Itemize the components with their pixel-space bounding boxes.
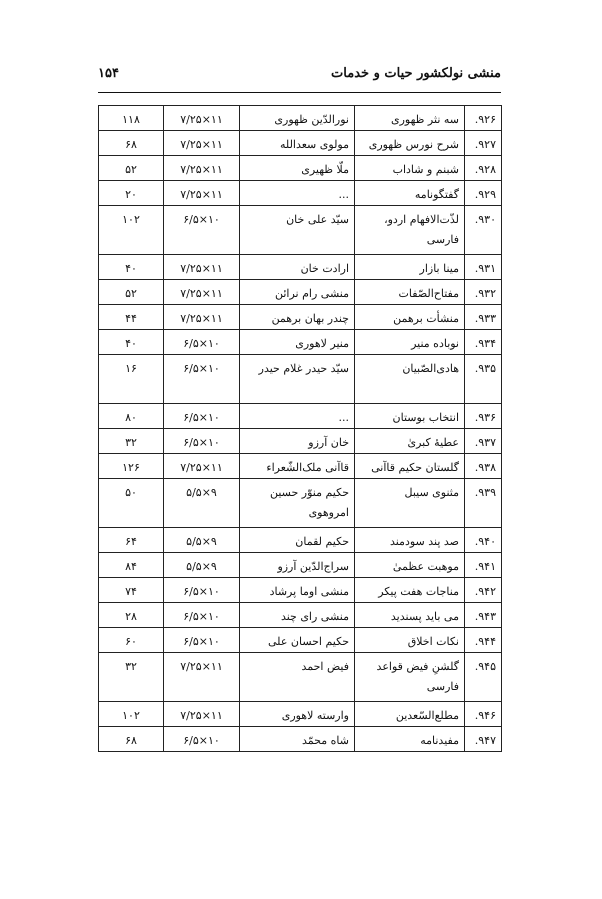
entry-number: ۹۲۶.	[465, 106, 502, 131]
table-row	[99, 578, 502, 603]
page-count: ۳۲	[99, 429, 164, 454]
page-count: ۵۲	[99, 156, 164, 181]
entry-number: ۹۳۵.	[465, 355, 502, 404]
author-name: حکیم لقمان	[240, 528, 355, 553]
entry-number: ۹۴۱.	[465, 553, 502, 578]
author-name: مولوی سعدالله	[240, 131, 355, 156]
author-name: ...	[240, 181, 355, 206]
entry-number: ۹۳۰.	[465, 206, 502, 255]
book-size: ۹×۵/۵	[164, 553, 240, 578]
entry-number: ۹۴۶.	[465, 702, 502, 727]
table-row	[99, 628, 502, 653]
book-size: ۱۱×۷/۲۵	[164, 156, 240, 181]
page-count: ۱۰۲	[99, 702, 164, 727]
page-count: ۱۰۲	[99, 206, 164, 255]
table-row	[99, 404, 502, 429]
book-size: ۹×۵/۵	[164, 528, 240, 553]
table-row	[99, 528, 502, 553]
author-name: وارسته لاهوری	[240, 702, 355, 727]
entry-number: ۹۳۱.	[465, 255, 502, 280]
page-count: ۱۲۶	[99, 454, 164, 479]
book-title: گلستان حکیم قاآنی	[355, 454, 465, 479]
book-title: مثنوی سیبل	[355, 479, 465, 528]
page-header	[98, 66, 501, 86]
author-name: سیّد علی خان	[240, 206, 355, 255]
entry-number: ۹۳۴.	[465, 330, 502, 355]
author-name: سیّد حیدر غلام حیدر	[240, 355, 355, 404]
page-count: ۳۲	[99, 653, 164, 702]
table-row	[99, 106, 502, 131]
table-row	[99, 429, 502, 454]
author-name: قاآنی ملک‌الشّعراء	[240, 454, 355, 479]
book-title: مینا بازار	[355, 255, 465, 280]
author-name: ...	[240, 404, 355, 429]
table-row	[99, 330, 502, 355]
entry-number: ۹۴۷.	[465, 727, 502, 752]
book-title: مناجات هفت پیکر	[355, 578, 465, 603]
author-name: شاه محمّد	[240, 727, 355, 752]
author-name: نورالدّین ظهوری	[240, 106, 355, 131]
book-size: ۱۱×۷/۲۵	[164, 131, 240, 156]
book-size: ۱۱×۷/۲۵	[164, 181, 240, 206]
page-count: ۲۸	[99, 603, 164, 628]
page-count: ۱۶	[99, 355, 164, 404]
entry-number: ۹۲۸.	[465, 156, 502, 181]
book-title: انتخاب بوستان	[355, 404, 465, 429]
page-count: ۸۰	[99, 404, 164, 429]
entry-number: ۹۴۰.	[465, 528, 502, 553]
book-title: گلشنِ فیض قواعد فارسی	[355, 653, 465, 702]
entry-number: ۹۳۲.	[465, 280, 502, 305]
book-catalog-table	[98, 105, 502, 752]
book-title: صد پند سودمند	[355, 528, 465, 553]
table-row	[99, 553, 502, 578]
entry-number: ۹۳۷.	[465, 429, 502, 454]
entry-number: ۹۳۳.	[465, 305, 502, 330]
book-size: ۹×۵/۵	[164, 479, 240, 528]
book-title: شبنم و شاداب	[355, 156, 465, 181]
book-title: منشأت برهمن	[355, 305, 465, 330]
table-row	[99, 305, 502, 330]
author-name: سراج‌الدّین آرزو	[240, 553, 355, 578]
table-row	[99, 454, 502, 479]
table-row	[99, 479, 502, 528]
book-title: نوباده منیر	[355, 330, 465, 355]
author-name: حکیم احسان علی	[240, 628, 355, 653]
book-title: لذّت‌الافهام اردو، فارسی	[355, 206, 465, 255]
book-title: می باید پسندید	[355, 603, 465, 628]
page-count: ۶۴	[99, 528, 164, 553]
book-title: هادی‌الصّبیان	[355, 355, 465, 404]
book-title: موهبت عظمیٰ	[355, 553, 465, 578]
book-title: نکات اخلاق	[355, 628, 465, 653]
table-row	[99, 206, 502, 255]
book-title: مطلع‌السّعدین	[355, 702, 465, 727]
book-title: گفتگونامه	[355, 181, 465, 206]
table-row	[99, 280, 502, 305]
entry-number: ۹۴۴.	[465, 628, 502, 653]
entry-number: ۹۲۹.	[465, 181, 502, 206]
page-count: ۶۸	[99, 727, 164, 752]
book-title: مفیدنامه	[355, 727, 465, 752]
entry-number: ۹۴۵.	[465, 653, 502, 702]
book-size: ۱۰×۶/۵	[164, 355, 240, 404]
author-name: منشی رام نرائن	[240, 280, 355, 305]
book-size: ۱۱×۷/۲۵	[164, 255, 240, 280]
author-name: منیر لاهوری	[240, 330, 355, 355]
page-count: ۸۴	[99, 553, 164, 578]
page-count: ۶۰	[99, 628, 164, 653]
page-count: ۴۴	[99, 305, 164, 330]
book-size: ۱۰×۶/۵	[164, 404, 240, 429]
book-size: ۱۱×۷/۲۵	[164, 280, 240, 305]
page-count: ۱۱۸	[99, 106, 164, 131]
book-title: عطیهٔ کبریٰ	[355, 429, 465, 454]
book-size: ۱۰×۶/۵	[164, 330, 240, 355]
book-size: ۱۱×۷/۲۵	[164, 653, 240, 702]
table-row	[99, 603, 502, 628]
book-title: سه نثر ظهوری	[355, 106, 465, 131]
entry-number: ۹۳۸.	[465, 454, 502, 479]
header-rule	[98, 92, 501, 93]
table-row	[99, 181, 502, 206]
author-name: فیض احمد	[240, 653, 355, 702]
table-row	[99, 653, 502, 702]
entry-number: ۹۴۳.	[465, 603, 502, 628]
author-name: خان آرزو	[240, 429, 355, 454]
book-size: ۱۱×۷/۲۵	[164, 305, 240, 330]
page-count: ۲۰	[99, 181, 164, 206]
book-size: ۱۰×۶/۵	[164, 429, 240, 454]
table-row	[99, 702, 502, 727]
page-count: ۵۰	[99, 479, 164, 528]
page-count: ۵۲	[99, 280, 164, 305]
table-row	[99, 131, 502, 156]
page-number: ۱۵۴	[98, 66, 119, 81]
book-size: ۱۰×۶/۵	[164, 206, 240, 255]
entry-number: ۹۲۷.	[465, 131, 502, 156]
entry-number: ۹۳۶.	[465, 404, 502, 429]
page-count: ۴۰	[99, 330, 164, 355]
entry-number: ۹۳۹.	[465, 479, 502, 528]
author-name: منشی رای چند	[240, 603, 355, 628]
book-size: ۱۱×۷/۲۵	[164, 702, 240, 727]
page-count: ۴۰	[99, 255, 164, 280]
catalog-body	[99, 106, 502, 752]
table-row	[99, 156, 502, 181]
book-size: ۱۰×۶/۵	[164, 578, 240, 603]
author-name: ارادت خان	[240, 255, 355, 280]
book-title: شرح نورس ظهوری	[355, 131, 465, 156]
author-name: ملّا ظهیری	[240, 156, 355, 181]
author-name: حکیم منوّر حسین امروهوی	[240, 479, 355, 528]
page-count: ۶۸	[99, 131, 164, 156]
table-row	[99, 255, 502, 280]
book-title: مفتاح‌الصّفات	[355, 280, 465, 305]
table-row	[99, 727, 502, 752]
running-title: منشی نولکشور حیات و خدمات	[331, 66, 501, 81]
entry-number: ۹۴۲.	[465, 578, 502, 603]
book-size: ۱۰×۶/۵	[164, 727, 240, 752]
author-name: منشی اوما پرشاد	[240, 578, 355, 603]
book-size: ۱۱×۷/۲۵	[164, 454, 240, 479]
table-row	[99, 355, 502, 404]
page-count: ۷۴	[99, 578, 164, 603]
book-size: ۱۰×۶/۵	[164, 628, 240, 653]
book-size: ۱۱×۷/۲۵	[164, 106, 240, 131]
author-name: چندر بهان برهمن	[240, 305, 355, 330]
book-size: ۱۰×۶/۵	[164, 603, 240, 628]
